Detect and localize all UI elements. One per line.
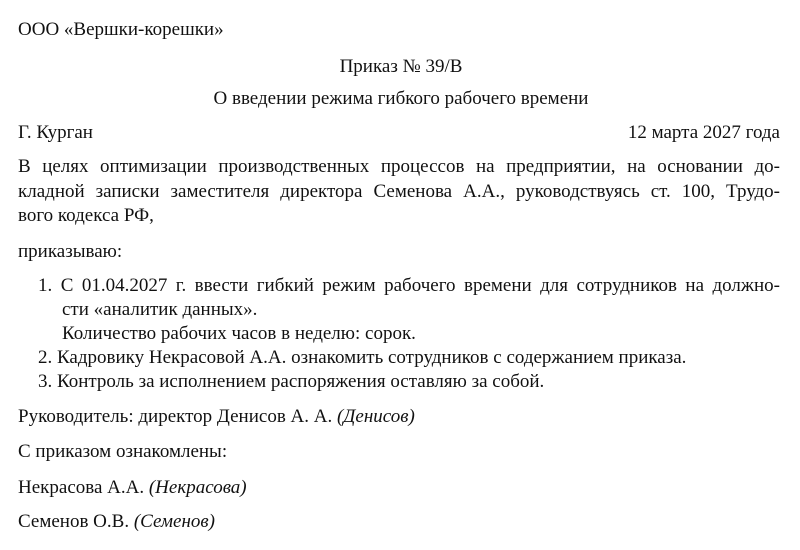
order-date: 12 марта 2027 года bbox=[627, 122, 780, 143]
acknowledged-name-1: Некрасова А.А. bbox=[18, 477, 145, 498]
order-subject: О введении режима гибкого рабочего времени bbox=[213, 88, 589, 109]
list-item-1-line-2: сти «аналитик данных». bbox=[62, 299, 258, 320]
acknowledged-signature-1: (Некрасова) bbox=[148, 477, 247, 498]
city-date-row bbox=[18, 121, 780, 145]
order-number: Приказ № 39/В bbox=[339, 56, 463, 77]
list-item-1-number: 1. bbox=[38, 275, 53, 296]
preamble-line-2: кладной записки заместителя директора Семенова А.А., руководствуясь ст. 100, Трудо- bbox=[18, 181, 780, 202]
list-item-1-line-3: Количество рабочих часов в неделю: сорок. bbox=[62, 323, 416, 344]
list-item-1-text: С 01.04.2027 г. ввести гибкий режим рабочего времени для сотрудников на должно- bbox=[60, 275, 781, 296]
acknowledged-signature-2: (Семенов) bbox=[133, 511, 215, 532]
organization-name: ООО «Вершки-корешки» bbox=[18, 19, 224, 40]
preamble-line-1: В целях оптимизации производственных процессов на предприятии, на основании до- bbox=[18, 156, 780, 177]
acknowledged-name-2: Семенов О.В. bbox=[18, 511, 130, 532]
head-signature-row bbox=[18, 405, 415, 429]
city: Г. Курган bbox=[18, 122, 93, 143]
acknowledged-row-2 bbox=[18, 510, 215, 534]
list-item-2-text: Кадровику Некрасовой А.А. ознакомить сотрудников с содержанием приказа. bbox=[57, 347, 687, 368]
head-label: Руководитель: директор Денисов А. А. bbox=[18, 406, 333, 427]
list-item-3-number: 3. bbox=[38, 371, 53, 392]
list-item-1-line-1 bbox=[38, 274, 780, 298]
order-document bbox=[18, 0, 784, 550]
list-item-2-number: 2. bbox=[38, 347, 53, 368]
order-word: приказываю: bbox=[18, 241, 123, 262]
acknowledged-row-1 bbox=[18, 476, 247, 500]
head-signature: (Денисов) bbox=[336, 406, 415, 427]
list-item-2 bbox=[38, 346, 686, 370]
list-item-3 bbox=[38, 370, 544, 394]
acknowledged-label: С приказом ознакомлены: bbox=[18, 441, 228, 462]
preamble-line-3: вого кодекса РФ, bbox=[18, 205, 154, 226]
list-item-3-text: Контроль за исполнением распоряжения оставляю за собой. bbox=[57, 371, 545, 392]
